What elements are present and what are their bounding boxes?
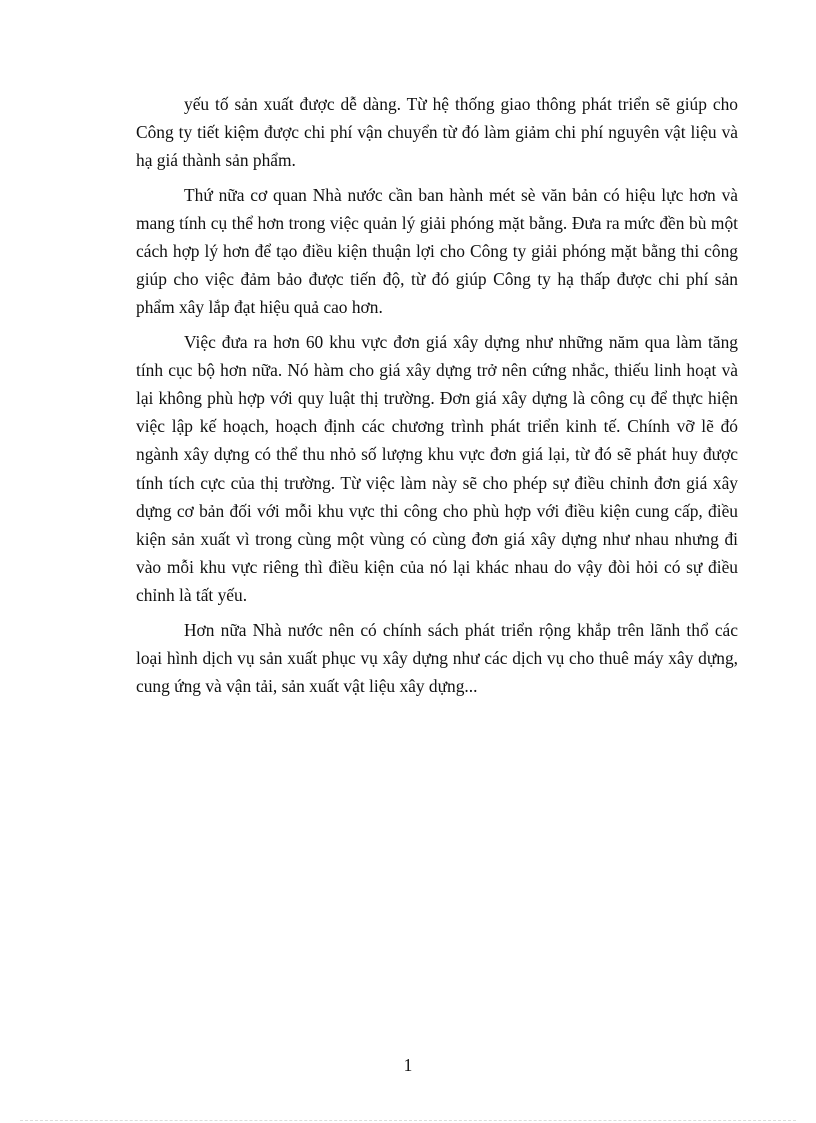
paragraph-construction-services: Hơn nữa Nhà nước nên có chính sách phát triển rộng khắp trên lãnh thổ các loại hình dịch vụ sản xuất phục vụ xây dựng như các dịch vụ cho thuê máy xây dựng, cung ứng và vận tải, sản xuất vật liệu xây dựng... <box>136 619 738 697</box>
document-body <box>136 90 738 706</box>
paragraph-land-clearance: Thứ nữa cơ quan Nhà nước cần ban hành mét sè văn bản có hiệu lực hơn và mang tính cụ thể hơn trong việc quản lý giải phóng mặt bằng. Đưa ra mức đền bù một cách hợp lý hơn để tạo điều kiện thuận lợi cho Công ty giải phóng mặt bằng thi công giúp cho việc đảm bảo được tiến độ, từ đó giúp Công ty hạ thấp được chi phí sản phẩm xây lắp đạt hiệu quả cao hơn. <box>136 184 738 318</box>
page-number: 1 <box>403 1055 413 1075</box>
page-bottom-divider <box>20 1120 796 1121</box>
paragraph-unit-price: Việc đưa ra hơn 60 khu vực đơn giá xây dựng như những năm qua làm tăng tính cục bộ hơn nữa. Nó hàm cho giá xây dựng trở nên cứng nhắc, thiếu linh hoạt và lại không phù hợp với quy luật thị trường. Đơn giá xây dựng là công cụ để thực hiện việc lập kế hoạch, hoạch định các chương trình phát triển kinh tế. Chính vỡ lẽ đó ngành xây dựng có thể thu nhỏ số lượng khu vực đơn giá lại, từ đó sẽ phát huy được tính tích cực của thị trường. Từ việc làm này sẽ cho phép sự điều chỉnh đơn giá xây dựng cơ bản đối với mỗi khu vực thi công cho phù hợp với điều kiện cung cấp, điều kiện sản xuất vì trong cùng một vùng có cùng đơn giá xây dựng như nhau nhưng đi vào mỗi khu vực riêng thì điều kiện của nó lại khác nhau do vậy đòi hỏi có sự điều chỉnh là tất yếu. <box>136 331 738 606</box>
paragraph-continuation: yếu tố sản xuất được dễ dàng. Từ hệ thống giao thông phát triển sẽ giúp cho Công ty tiết kiệm được chi phí vận chuyển từ đó làm giảm chi phí nguyên vật liệu và hạ giá thành sản phẩm. <box>136 94 738 171</box>
